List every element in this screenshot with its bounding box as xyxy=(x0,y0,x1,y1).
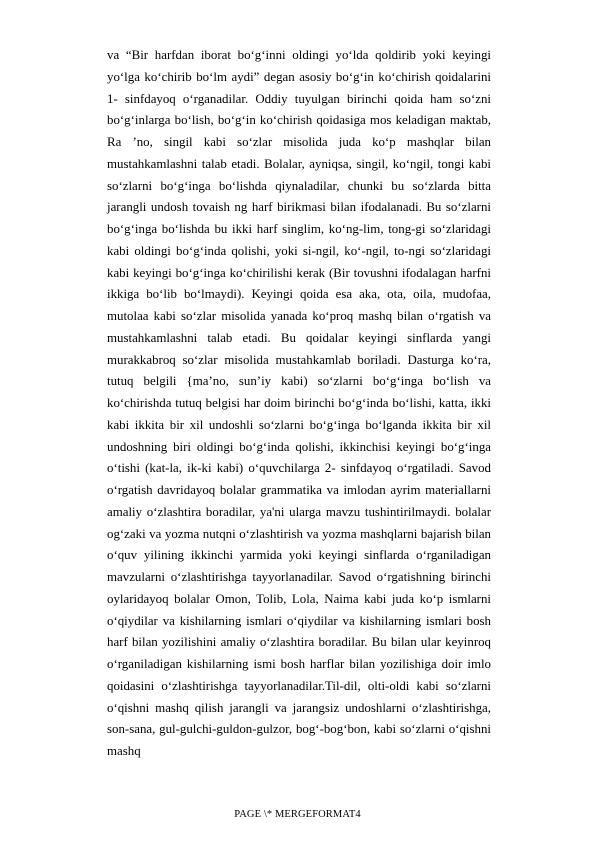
body-paragraph: va “Bir harfdan iborat bo‘g‘inni oldingi yo‘lda qoldirib yoki keyingi yo‘lga ko‘chirib bo‘lm aydi” degan asosiy bo‘g‘in ko‘chirish qoidalarini 1- sinfdayoq o‘rganadilar. Oddiy tuyulgan birinchi qoida ham so‘zni bo‘g‘inlarga bo‘lish, bo‘g‘in ko‘chirish qoidasiga mos keladigan maktab, Ra ’no, singil kabi so‘zlar misolida juda ko‘p mashqlar bilan mustahkamlashni talab etadi. Bolalar, ayniqsa, singil, ko‘ngil, tongi kabi so‘zlarni bo‘g‘inga bo‘lishda qiynaladilar, chunki bu so‘zlarda bitta jarangli undosh tovaish ng harf birikmasi bilan ifodalanadi. Bu so‘zlarni bo‘g‘inga bo‘lishda bu ikki harf singlim, ko‘ng-lim, tong-gi so‘zlaridagi kabi oldingi bo‘g‘inda qolishi, yoki si-ngil, ko‘-ngil, to-ngi so‘zlaridagi kabi keyingi bo‘g‘inga ko‘chirilishi kerak (Bir tovushni ifodalagan harfni ikkiga bo‘lib bo‘lmaydi). Keyingi qoida esa aka, ota, oila, mudofaa, mutolaa kabi so‘zlar misolida yanada ko‘proq mashq bilan o‘rgatish va mustahkamlashni talab etadi. Bu qoidalar keyingi sinflarda yangi murakkabroq so‘zlar misolida mustahkamlab boriladi. Dasturga ko‘ra, tutuq belgili {ma’no, sun’iy kabi) so‘zlarni bo‘g‘inga bo‘lish va ko‘chirishda tutuq belgisi har doim birinchi bo‘g‘inda bo‘lishi, katta, ikki kabi ikkita bir xil undoshli so‘zlarni bo‘g‘inga bo‘lganda ikkita bir xil undoshning biri oldingi bo‘g‘inda qolishi, ikkinchisi keyingi bo‘g‘inga o‘tishi (kat-la, ik-ki kabi) o‘quvchilarga 2- sinfdayoq o‘rgatiladi. Savod o‘rgatish davridayoq bolalar grammatika va imlodan ayrim materiallarni amaliy o‘zlashtira boradilar, ya'ni ularga mavzu tushintirilmaydi. bolalar og‘zaki va yozma nutqni o‘zlashtirish va yozma mashqlarni bajarish bilan o‘quv yilining ikkinchi yarmida yoki keyingi sinflarda o‘rganiladigan mavzularni o‘zlashtirishga tayyorlanadilar. Savod o‘rgatishning birinchi oylaridayoq bolalar Omon, Tolib, Lola, Naima kabi juda ko‘p ismlarni o‘qiydilar va kishilarning ismlari o‘qiydilar va kishilarning ismlari bosh harf bilan yozilishini amaliy o‘zlashtira boradilar. Bu bilan ular keyinroq o‘rganiladigan kishilarning ismi bosh harflar bilan yozilishiga doir imlo qoidasini o‘zlashtirishga tayyorlanadilar.Til-dil, olti-oldi kabi so‘zlarni o‘qishni mashq qilish jarangli va jarangsiz undoshlarni o‘zlashtirishga, son-sana, gul-gulchi-guldon-gulzor, bog‘-bog‘bon, kabi so‘zlarni o‘qishni mashq xyxy=(107,48,491,758)
page-footer: PAGE \* MERGEFORMAT4 xyxy=(234,809,361,820)
